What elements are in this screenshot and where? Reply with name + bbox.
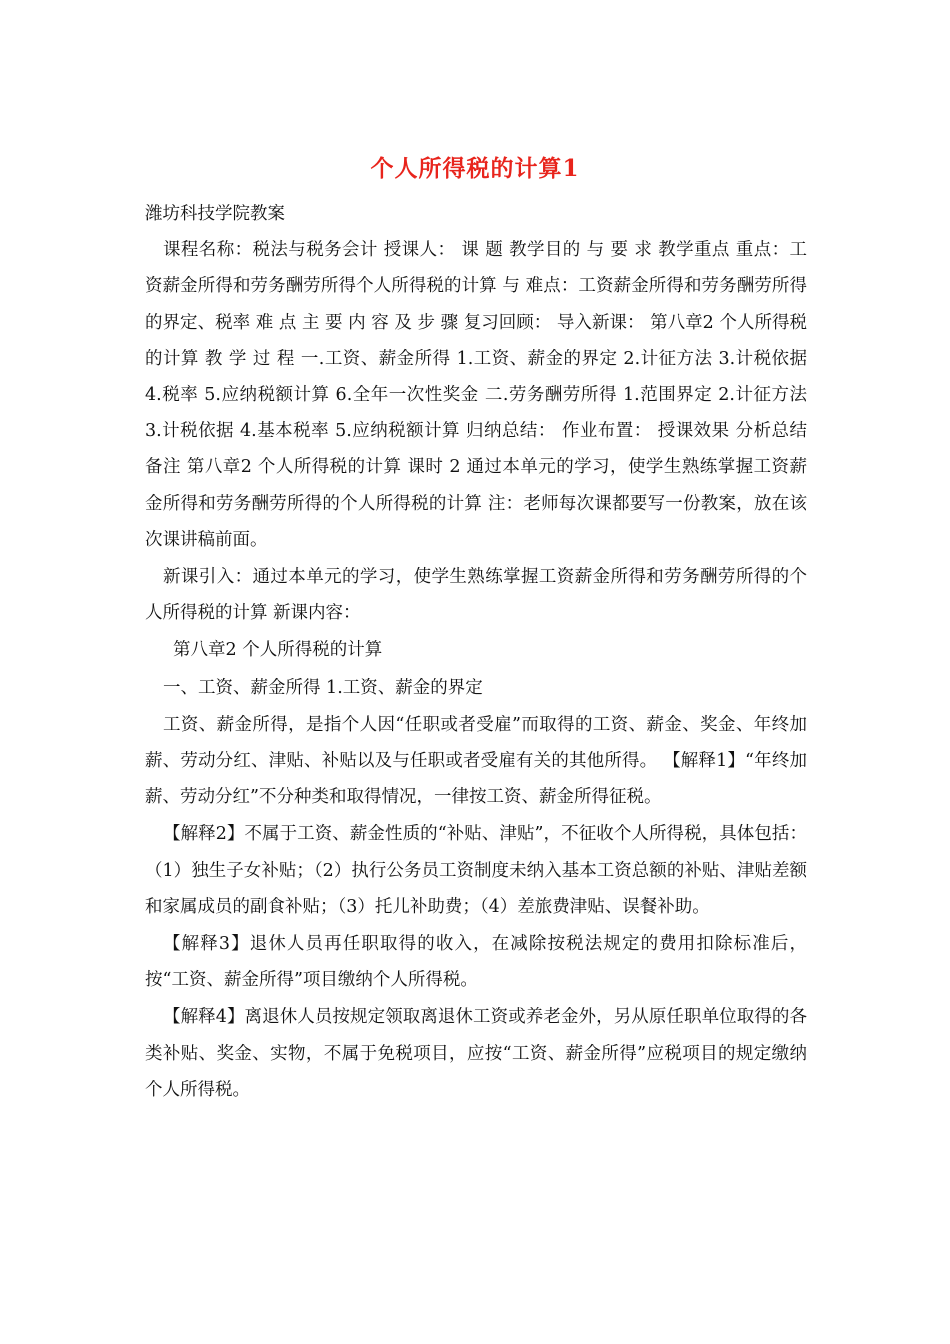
- paragraph-explanation-2: 【解释2】不属于工资、薪金性质的“补贴、津贴”，不征收个人所得税，具体包括：（1）独生子女补贴；（2）执行公务员工资制度未纳入基本工资总额的补贴、津贴差额和家属成员的副食补贴；（3）托儿补助费；（4）差旅费津贴、误餐补助。: [145, 824, 807, 917]
- paragraph-explanation-3: 【解释3】退休人员再任职取得的收入，在减除按税法规定的费用扣除标准后，按“工资、薪金所得”项目缴纳个人所得税。: [145, 934, 807, 991]
- paragraph-school-header: 潍坊科技学院教案: [145, 204, 285, 224]
- paragraph-definition: 工资、薪金所得，是指个人因“任职或者受雇”而取得的工资、薪金、奖金、年终加薪、劳动分红、津贴、补贴以及与任职或者受雇有关的其他所得。 【解释1】“年终加薪、劳动分红”不分种类和取得情况，一律按工资、薪金所得征税。: [145, 714, 807, 808]
- paragraph-lesson-intro: 新课引入：通过本单元的学习，使学生熟练掌握工资薪金所得和劳务酬劳所得的个人所得税的计算 新课内容：: [145, 567, 807, 624]
- document-body: [145, 196, 807, 1108]
- paragraph-chapter-heading: 第八章2 个人所得税的计算: [173, 640, 383, 661]
- paragraph-explanation-4: 【解释4】离退休人员按规定领取离退休工资或养老金外，另从原任职单位取得的各类补贴、奖金、实物，不属于免税项目，应按“工资、薪金所得”应税项目的规定缴纳个人所得税。: [145, 1007, 807, 1100]
- paragraph-section-heading: 一、工资、薪金所得 1.工资、薪金的界定: [163, 677, 483, 698]
- document-title: 个人所得税的计算1: [370, 155, 580, 182]
- paragraph-course-info: 课程名称：税法与税务会计 授课人： 课 题 教学目的 与 要 求 教学重点 重点：工资薪金所得和劳务酬劳所得个人所得税的计算 与 难点：工资薪金所得和劳务酬劳所得的界定、税率 难 点 主 要 内 容 及 步 骤 复习回顾： 导入新课： 第八章2 个人所得税的计算 教 学 过 程 一.工资、薪金所得 1.工资、薪金的界定 2.计征方法 3.计税依据 4.税率 5.应纳税额计算 6.全年一次性奖金 二.劳务酬劳所得 1.范围界定 2.计征方法 3.计税依据 4.基本税率 5.应纳税额计算 归纳总结： 作业布置： 授课效果 分析总结 备注 第八章2 个人所得税的计算 课时 2 通过本单元的学习，使学生熟练掌握工资薪金所得和劳务酬劳所得的个人所得税的计算 注：老师每次课都要写一份教案，放在该次课讲稿前面。: [145, 240, 807, 550]
